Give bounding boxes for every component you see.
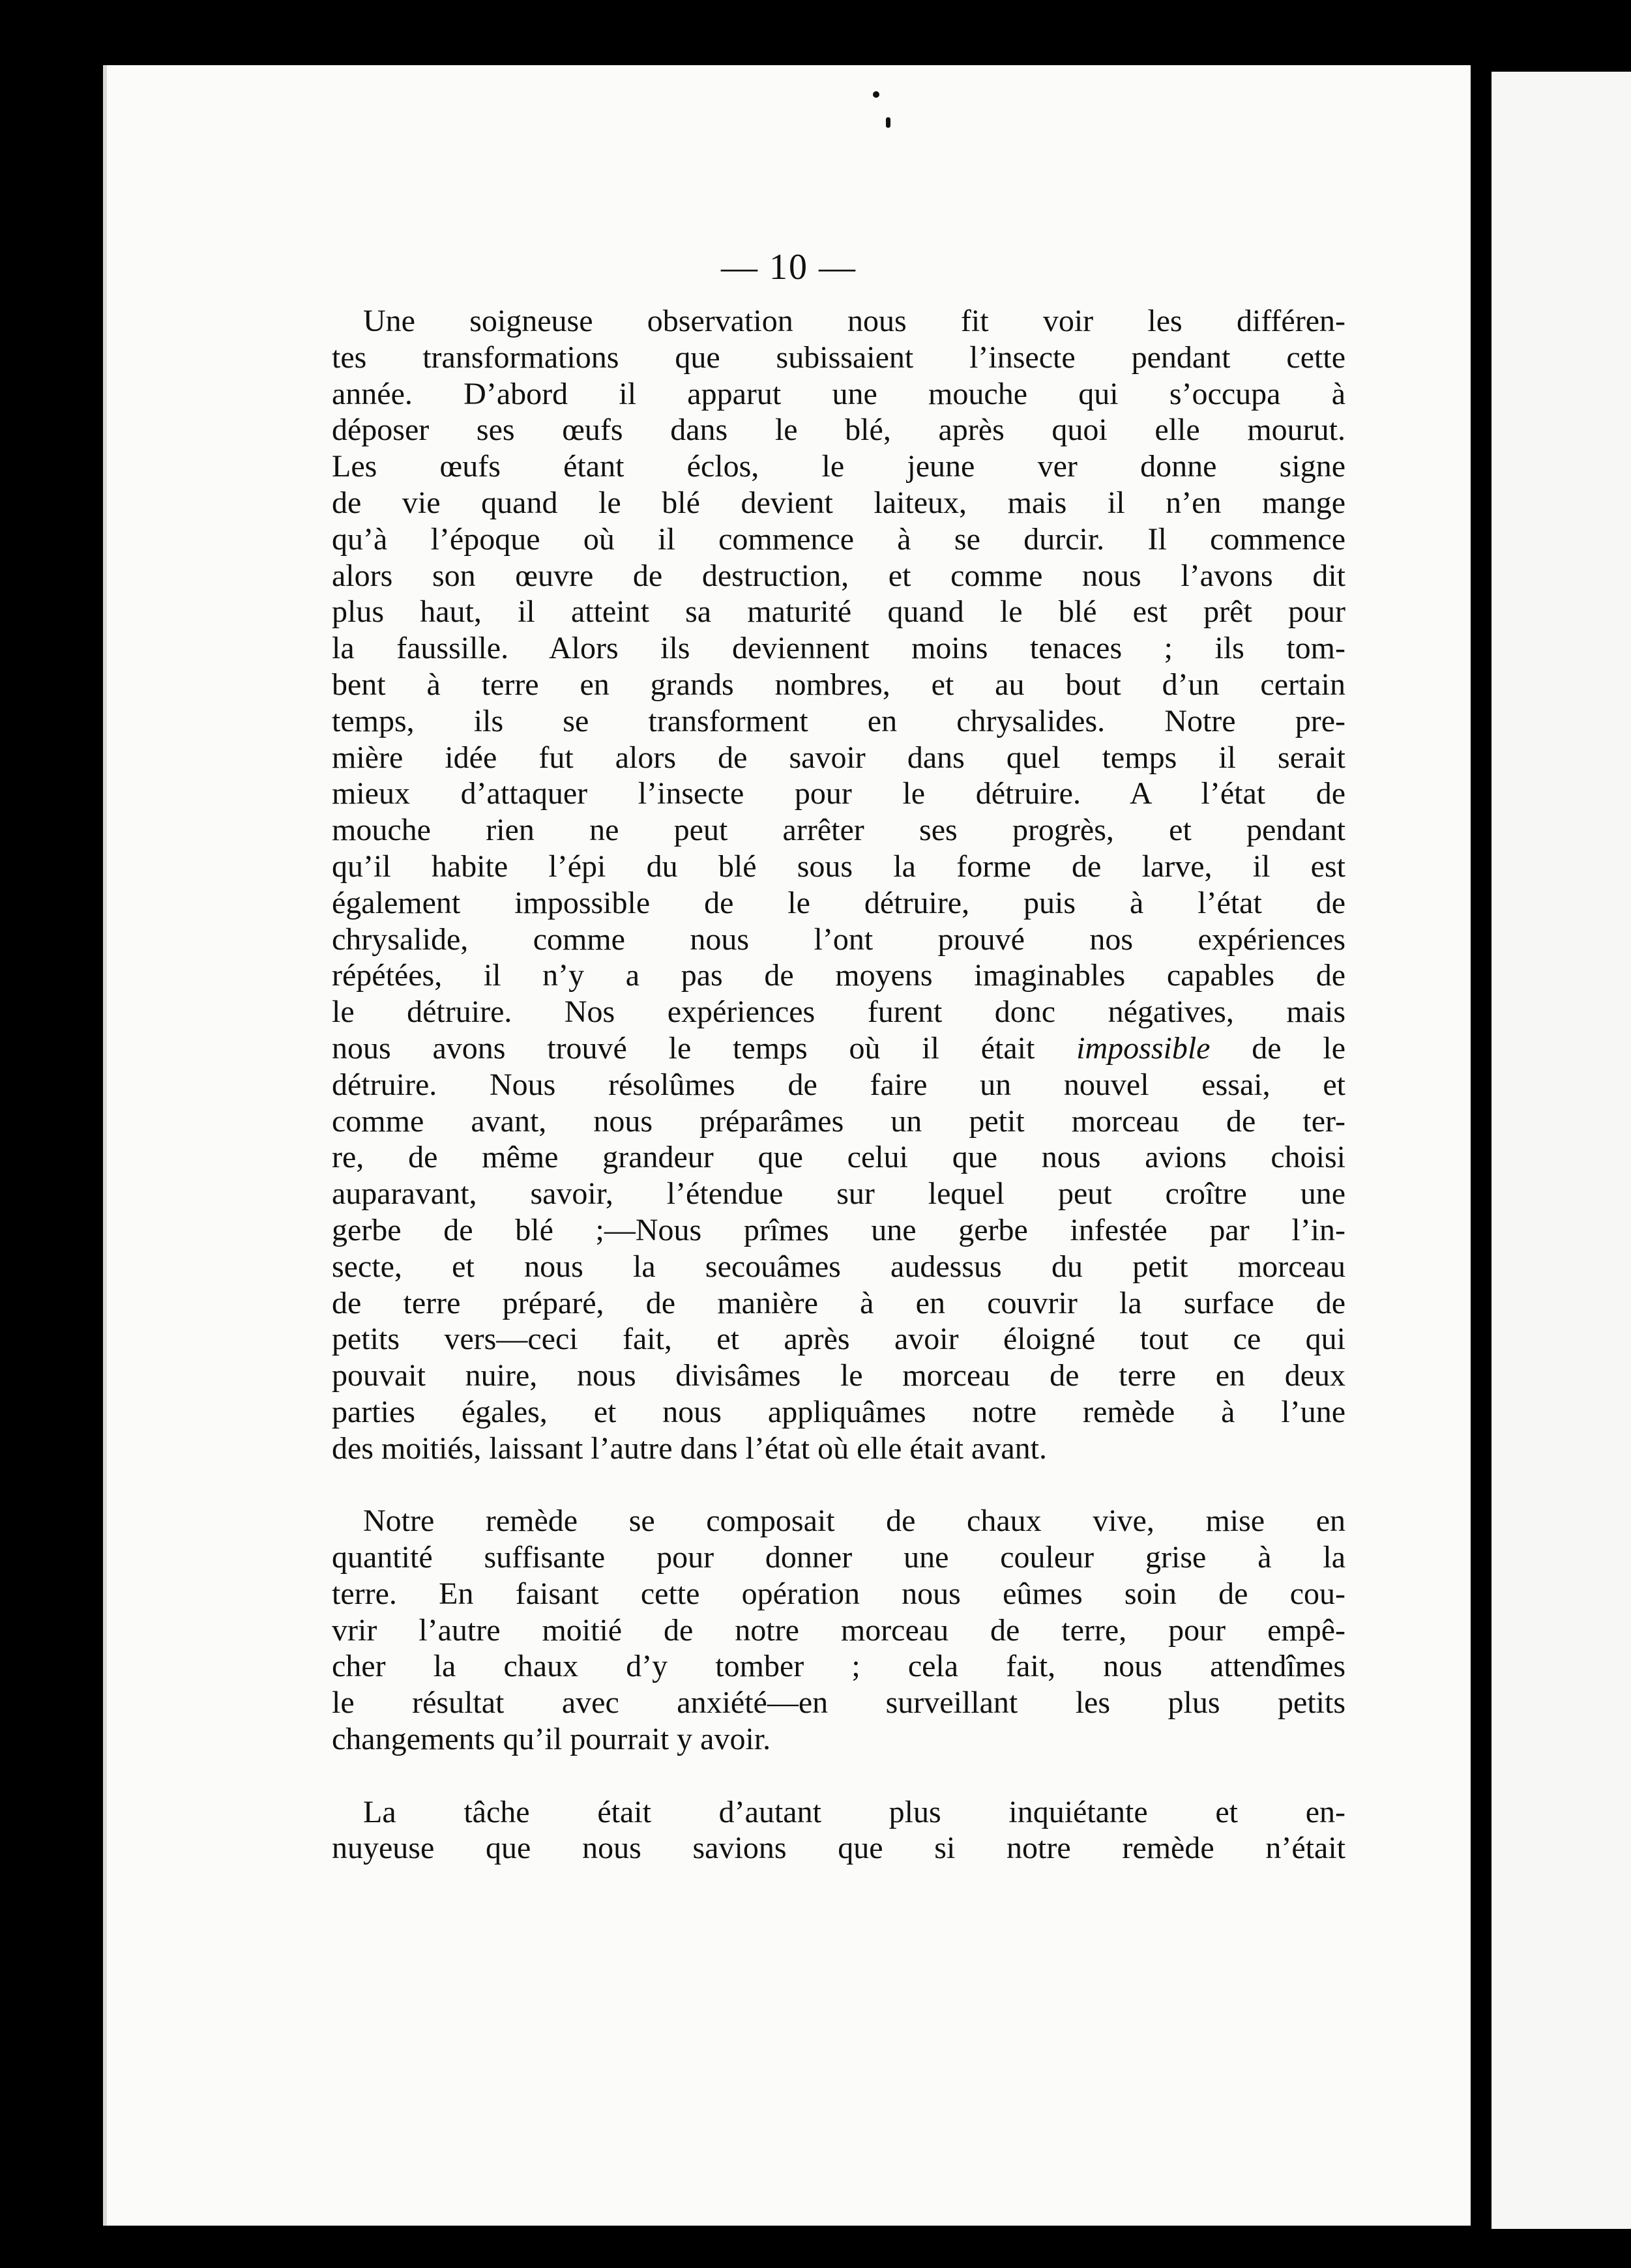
text-line: nuyeuse que nous savions que si notre remède n’était: [332, 1831, 1345, 1866]
text-line: gerbe de blé ;—Nous prîmes une gerbe infestée par l’in-: [332, 1212, 1345, 1247]
text-line: petits vers—ceci fait, et après avoir éloigné tout ce qui: [332, 1322, 1345, 1357]
emphasized-word: impossible: [1076, 1030, 1211, 1066]
paragraph-3: [332, 1794, 1345, 1867]
text-line: alors son œuvre de destruction, et comme nous l’avons dit: [332, 558, 1345, 593]
text-line: mière idée fut alors de savoir dans quel temps il serait: [332, 740, 1345, 775]
text-line: comme avant, nous préparâmes un petit morceau de ter-: [332, 1103, 1345, 1139]
page-body-text: [332, 303, 1345, 1867]
text-line: la faussille. Alors ils deviennent moins tenaces ; ils tom-: [332, 631, 1345, 666]
text-line: qu’il habite l’épi du blé sous la forme de larve, il est: [332, 849, 1345, 884]
text-line: re, de même grandeur que celui que nous avions choisi: [332, 1140, 1345, 1175]
paragraph-2: [332, 1503, 1345, 1758]
text-line: des moitiés, laissant l’autre dans l’état où elle était avant.: [332, 1431, 1047, 1466]
text-line: répétées, il n’y a pas de moyens imaginables capables de: [332, 958, 1345, 993]
text-line: déposer ses œufs dans le blé, après quoi elle mourut.: [332, 413, 1345, 448]
text-line: La tâche était d’autant plus inquiétante et en-: [363, 1794, 1345, 1829]
text-line: terre. En faisant cette opération nous eûmes soin de cou-: [332, 1576, 1345, 1611]
text-line: quantité suffisante pour donner une couleur grise à la: [332, 1540, 1345, 1575]
ink-speck: [873, 91, 879, 98]
paragraph-spacer: [332, 1758, 1345, 1794]
text-line: qu’à l’époque où il commence à se durcir. Il commence: [332, 521, 1345, 557]
text-line: Les œufs étant éclos, le jeune ver donne signe: [332, 449, 1345, 484]
text-line: le résultat avec anxiété—en surveillant les plus petits: [332, 1685, 1345, 1721]
text-line: chrysalide, comme nous l’ont prouvé nos expériences: [332, 922, 1345, 957]
text-line: changements qu’il pourrait y avoir.: [332, 1722, 771, 1757]
text-line: secte, et nous la secouâmes audessus du petit morceau: [332, 1249, 1345, 1284]
paragraph-1: [332, 303, 1345, 1467]
text-line: mouche rien ne peut arrêter ses progrès, et pendant: [332, 813, 1345, 848]
text-line: auparavant, savoir, l’étendue sur lequel peut croître une: [332, 1176, 1345, 1212]
text-line: nous avons trouvé le temps où il était impossible de le: [332, 1030, 1345, 1066]
text-line: de terre préparé, de manière à en couvrir la surface de: [332, 1285, 1345, 1320]
text-line: temps, ils se transforment en chrysalides. Notre pre-: [332, 703, 1345, 738]
page-number: — 10 —: [721, 247, 857, 287]
adjacent-page-edge: [1491, 72, 1631, 2229]
text-line: également impossible de le détruire, puis à l’état de: [332, 885, 1345, 920]
text-line: le détruire. Nos expériences furent donc négatives, mais: [332, 995, 1345, 1030]
paragraph-spacer: [332, 1467, 1345, 1504]
text-line: Notre remède se composait de chaux vive, mise en: [363, 1504, 1345, 1539]
text-line: année. D’abord il apparut une mouche qui s’occupa à: [332, 376, 1345, 411]
text-line: pouvait nuire, nous divisâmes le morceau de terre en deux: [332, 1358, 1345, 1393]
ink-speck: [886, 117, 890, 128]
text-line: bent à terre en grands nombres, et au bout d’un certain: [332, 667, 1345, 702]
book-page: [103, 65, 1471, 2226]
text-line: détruire. Nous résolûmes de faire un nouvel essai, et: [332, 1067, 1345, 1102]
text-line: cher la chaux d’y tomber ; cela fait, nous attendîmes: [332, 1649, 1345, 1684]
text-line: parties égales, et nous appliquâmes notre remède à l’une: [332, 1394, 1345, 1429]
text-line: vrir l’autre moitié de notre morceau de terre, pour empê-: [332, 1612, 1345, 1648]
text-line: de vie quand le blé devient laiteux, mais il n’en mange: [332, 485, 1345, 520]
text-line: plus haut, il atteint sa maturité quand le blé est prêt pour: [332, 594, 1345, 630]
text-line: Une soigneuse observation nous fit voir les différen-: [363, 304, 1345, 338]
text-line: tes transformations que subissaient l’insecte pendant cette: [332, 340, 1345, 375]
text-line: mieux d’attaquer l’insecte pour le détruire. A l’état de: [332, 776, 1345, 811]
